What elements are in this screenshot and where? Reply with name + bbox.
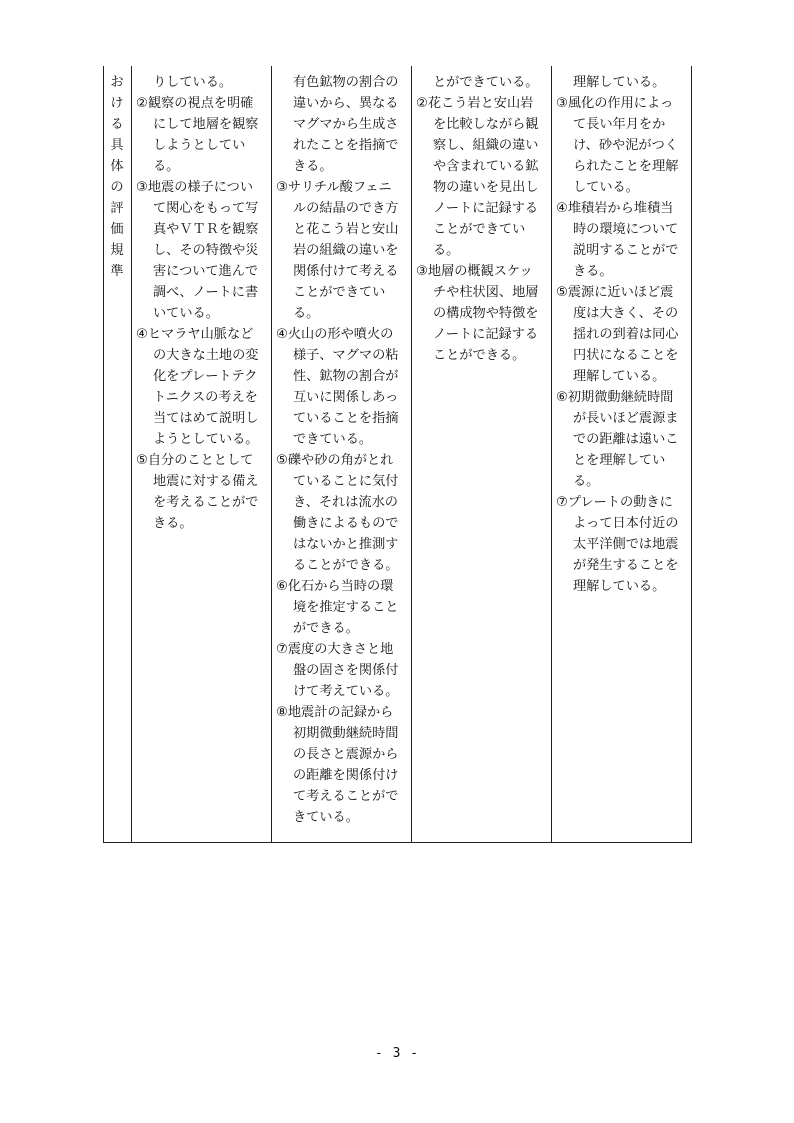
criteria-column-skills (412, 66, 552, 842)
criteria-text-line: 岩の組織の違いを (293, 243, 399, 258)
criteria-text-line: ることができる。 (293, 558, 399, 573)
criteria-text-line: とができている。 (433, 75, 539, 90)
criteria-text-line: が長いほど震源ま (573, 411, 679, 426)
criteria-text-line: る。 (433, 243, 460, 258)
criteria-text-line: 説明することがで (573, 243, 679, 258)
criteria-text-line: 性、鉱物の割合が (293, 369, 399, 384)
row-label-char: け (110, 96, 124, 111)
criteria-text-line: の長さと震源から (293, 747, 399, 762)
criteria-text-line: が発生することを (573, 558, 679, 573)
criteria-column-thinking (272, 66, 412, 842)
criteria-text-line: を考えることがで (153, 495, 259, 510)
criteria-item-start: ③地震の様子につい (136, 180, 254, 195)
criteria-text-line: ていることを指摘 (293, 411, 399, 426)
criteria-text-line: きている。 (293, 810, 359, 825)
criteria-text-line: 時の環境について (573, 222, 679, 237)
criteria-text-line: て関心をもって写 (153, 201, 259, 216)
criteria-item-start: ⑥初期微動継続時間 (556, 390, 674, 405)
row-label-char: る (110, 117, 124, 132)
criteria-text-line: し、その特徴や災 (153, 243, 259, 258)
criteria-text-line: 互いに関係しあっ (293, 390, 399, 405)
criteria-text-line: マグマから生成さ (293, 117, 399, 132)
criteria-text-line: 化をプレートテク (153, 369, 258, 384)
criteria-text-line: 理解している。 (573, 369, 666, 384)
criteria-text-line: る。 (573, 474, 600, 489)
criteria-text-line: 調べ、ノートに書 (153, 285, 259, 300)
criteria-item-start: ⑦プレートの動きに (556, 495, 673, 510)
criteria-text-line: て考えることがで (293, 789, 399, 804)
criteria-text-line: 度は大きく、その (573, 306, 679, 321)
criteria-text-line: 察し、組織の違い (433, 138, 539, 153)
criteria-item-start: ④ヒマラヤ山脈など (136, 327, 254, 342)
criteria-column-interest (132, 66, 272, 842)
criteria-text-line: とを理解してい (573, 453, 666, 468)
criteria-text-line: トニクスの考えを (153, 390, 258, 405)
criteria-text-line: 揺れの到着は同心 (573, 327, 679, 342)
criteria-text-line: きる。 (293, 159, 333, 174)
criteria-text-line: 円状になることを (573, 348, 679, 363)
criteria-text-line: ことができてい (433, 222, 526, 237)
criteria-text-line: の大きな土地の変 (153, 348, 259, 363)
criteria-column-knowledge (552, 66, 691, 842)
criteria-text-line: ルの結晶のでき方 (293, 201, 399, 216)
criteria-text-line: られたことを理解 (573, 159, 679, 174)
row-label-char: 評 (110, 201, 124, 216)
criteria-text-line: での距離は遠いこ (573, 432, 679, 447)
criteria-text-line: れたことを指摘で (293, 138, 399, 153)
row-label-char: お (110, 75, 124, 90)
criteria-text-line: を比較しながら観 (433, 117, 539, 132)
criteria-text-line: 違いから、異なる (293, 96, 399, 111)
criteria-text-line: よって日本付近の (573, 516, 679, 531)
criteria-text-line: ことができる。 (433, 348, 526, 363)
criteria-text-line: にして地層を観察 (153, 117, 259, 132)
criteria-text-line: はないかと推測す (293, 537, 399, 552)
evaluation-criteria-table (103, 66, 692, 843)
row-label-column (104, 66, 132, 842)
criteria-item-start: ⑤礫や砂の角がとれ (276, 453, 394, 468)
row-label-char: 体 (110, 159, 124, 174)
criteria-item-start: ④堆積岩から堆積当 (556, 201, 674, 216)
criteria-text-line: ノートに記録する (433, 201, 539, 216)
criteria-text-line: て長い年月をか (573, 117, 666, 132)
criteria-text-line: き、それは流水の (293, 495, 398, 510)
criteria-text-line: 理解している。 (573, 75, 666, 90)
criteria-item-start: ⑧地震計の記録から (276, 705, 394, 720)
row-label-char: 具 (110, 138, 124, 153)
criteria-text-line: る。 (153, 159, 180, 174)
criteria-text-line: ていることに気付 (293, 474, 399, 489)
criteria-item-start: ②観察の視点を明確 (136, 96, 254, 111)
criteria-text-line: 初期微動継続時間 (293, 726, 399, 741)
criteria-text-line: ノートに記録する (433, 327, 539, 342)
criteria-text-line: きる。 (573, 264, 613, 279)
criteria-item-start: ③風化の作用によっ (556, 96, 674, 111)
criteria-text-line: ができる。 (293, 621, 359, 636)
criteria-text-line: 働きによるもので (293, 516, 399, 531)
criteria-text-line: りしている。 (153, 75, 233, 90)
criteria-text-line: しようとしてい (153, 138, 246, 153)
criteria-text-line: 関係付けて考える (293, 264, 399, 279)
page-number: - 3 - (374, 1046, 420, 1061)
criteria-text-line: る。 (293, 306, 320, 321)
criteria-text-line: の構成物や特徴を (433, 306, 539, 321)
criteria-item-start: ②花こう岩と安山岩 (416, 96, 534, 111)
criteria-text-line: ようとしている。 (153, 432, 259, 447)
criteria-text-line: 盤の固さを関係付 (293, 663, 399, 678)
criteria-item-start: ③サリチル酸フェニ (276, 180, 392, 195)
row-label-char: 規 (110, 243, 124, 258)
criteria-text-line: チや柱状図、地層 (433, 285, 539, 300)
criteria-text-line: 理解している。 (573, 579, 666, 594)
criteria-text-line: している。 (573, 180, 639, 195)
criteria-text-line: けて考えている。 (293, 684, 399, 699)
criteria-text-line: 物の違いを見出し (433, 180, 539, 195)
criteria-text-line: 地震に対する備え (153, 474, 259, 489)
criteria-item-start: ⑦震度の大きさと地 (276, 642, 394, 657)
criteria-text-line: 太平洋側では地震 (573, 537, 679, 552)
criteria-item-start: ⑥化石から当時の環 (276, 579, 394, 594)
criteria-text-line: の距離を関係付け (293, 768, 399, 783)
criteria-text-line: や含まれている鉱 (433, 159, 539, 174)
criteria-item-start: ⑤自分のこととして (136, 453, 254, 468)
criteria-text-line: 様子、マグマの粘 (293, 348, 399, 363)
criteria-text-line: 有色鉱物の割合の (293, 75, 399, 90)
criteria-text-line: できている。 (293, 432, 373, 447)
criteria-text-line: いている。 (153, 306, 219, 321)
criteria-text-line: 当てはめて説明し (153, 411, 259, 426)
criteria-text-line: 境を推定すること (293, 600, 399, 615)
criteria-item-start: ⑤震源に近いほど震 (556, 285, 674, 300)
row-label-char: 価 (110, 222, 124, 237)
row-label-char: の (110, 180, 124, 195)
criteria-text-line: きる。 (153, 516, 193, 531)
criteria-text-line: と花こう岩と安山 (293, 222, 399, 237)
row-label-char: 準 (110, 264, 124, 279)
criteria-text-line: 害について進んで (153, 264, 259, 279)
criteria-text-line: ことができてい (293, 285, 386, 300)
criteria-text-line: 真やＶＴＲを観察 (153, 222, 259, 237)
criteria-item-start: ③地層の概観スケッ (416, 264, 533, 279)
criteria-text-line: け、砂や泥がつく (573, 138, 678, 153)
criteria-item-start: ④火山の形や噴火の (276, 327, 394, 342)
